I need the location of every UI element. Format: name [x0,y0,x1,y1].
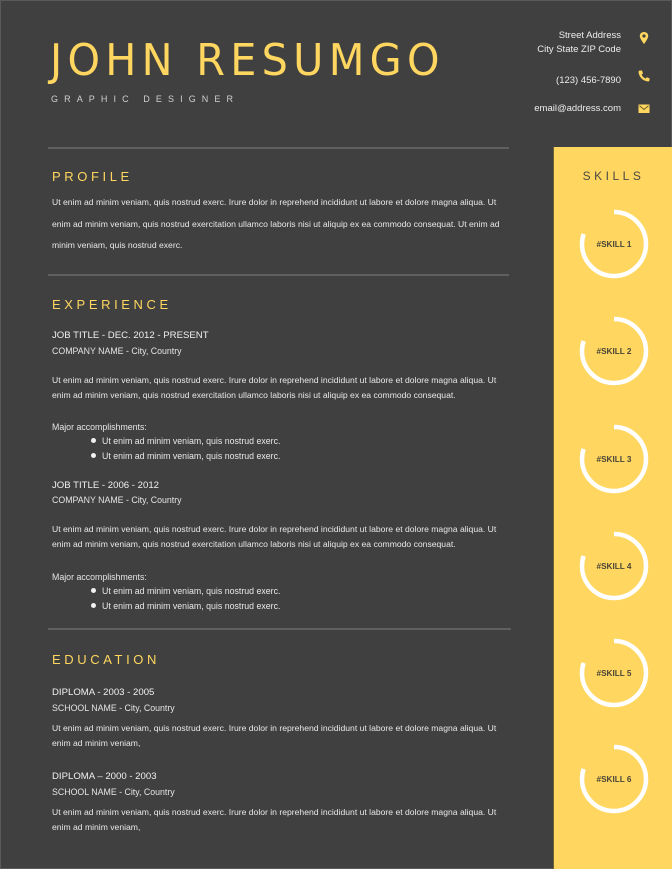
skill-gauge [578,743,650,815]
job-description: Ut enim ad minim veniam, quis nostrud exerc. Irure dolor in reprehend incididunt ut labore et dolore magna aliqua. Ut enim ad minim veniam, quis nostrud exercitation ullamco laboris nisi ut aliquip ex ea commodo consequat. [52,524,497,549]
skill-label: #SKILL 3 [596,454,632,464]
skill-label: #SKILL 6 [596,774,632,784]
skills-heading: SKILLS [582,169,645,183]
skill-label: #SKILL 5 [596,668,632,678]
skills-sidebar [553,147,672,869]
contact-email: email@address.com [534,103,621,114]
address-line-2: City State ZIP Code [537,44,621,55]
school-name: SCHOOL NAME - City, Country [52,703,175,713]
contact-address [537,29,621,57]
skill-gauge [578,530,650,602]
accomplishments-label: Major accomplishments: [52,572,147,582]
candidate-role: GRAPHIC DESIGNER [51,94,240,104]
skill-gauge [578,637,650,709]
phone-icon [637,69,651,83]
skill-gauge [578,208,650,280]
company-name: COMPANY NAME - City, Country [52,495,182,505]
education-heading: EDUCATION [52,652,160,667]
accomplishments-label: Major accomplishments: [52,422,147,432]
skill-gauge [578,315,650,387]
job-title: JOB TITLE - 2006 - 2012 [52,480,160,491]
accomplishment-item: Ut enim ad minim veniam, quis nostrud exerc. [91,584,280,599]
skill-label: #SKILL 1 [596,239,632,249]
diploma-title: DIPLOMA – 2000 - 2003 [52,771,157,782]
accomplishments-list [91,434,280,463]
profile-text: Ut enim ad minim veniam, quis nostrud exerc. Irure dolor in reprehend incididunt ut labore et dolore magna aliqua. Ut enim ad minim veniam, quis nostrud exercitation ullamco laboris nisi ut aliquip ex ea commodo consequat. Ut enim ad minim veniam, quis nostrud exerc. [52,197,500,250]
profile-heading: PROFILE [52,169,133,184]
accomplishment-item: Ut enim ad minim veniam, quis nostrud exerc. [91,449,280,464]
accomplishments-list [91,584,280,613]
job-description: Ut enim ad minim veniam, quis nostrud exerc. Irure dolor in reprehend incididunt ut labore et dolore magna aliqua. Ut enim ad minim veniam, quis nostrud exercitation ullamco laboris nisi ut aliquip ex ea commodo consequat. [52,375,497,400]
accomplishment-item: Ut enim ad minim veniam, quis nostrud exerc. [91,599,280,614]
skill-label: #SKILL 2 [596,346,632,356]
mail-icon [637,102,651,116]
diploma-title: DIPLOMA - 2003 - 2005 [52,687,155,698]
accomplishment-item: Ut enim ad minim veniam, quis nostrud exerc. [91,434,280,449]
education-description: Ut enim ad minim veniam, quis nostrud exerc. Irure dolor in reprehend incididunt ut labore et dolore magna aliqua. Ut enim ad minim veniam, [52,723,497,748]
education-description: Ut enim ad minim veniam, quis nostrud exerc. Irure dolor in reprehend incididunt ut labore et dolore magna aliqua. Ut enim ad minim veniam, [52,807,497,832]
company-name: COMPANY NAME - City, Country [52,346,182,356]
skill-gauge [578,423,650,495]
candidate-name: JOHN RESUMGO [50,35,445,86]
job-title: JOB TITLE - DEC. 2012 - PRESENT [52,330,209,341]
map-pin-icon [637,31,651,45]
skill-label: #SKILL 4 [596,561,632,571]
address-line-1: Street Address [558,30,621,41]
experience-heading: EXPERIENCE [52,297,172,312]
divider [48,274,509,276]
school-name: SCHOOL NAME - City, Country [52,787,175,797]
contact-phone: (123) 456-7890 [556,75,621,86]
divider [48,147,509,149]
divider [48,628,511,630]
